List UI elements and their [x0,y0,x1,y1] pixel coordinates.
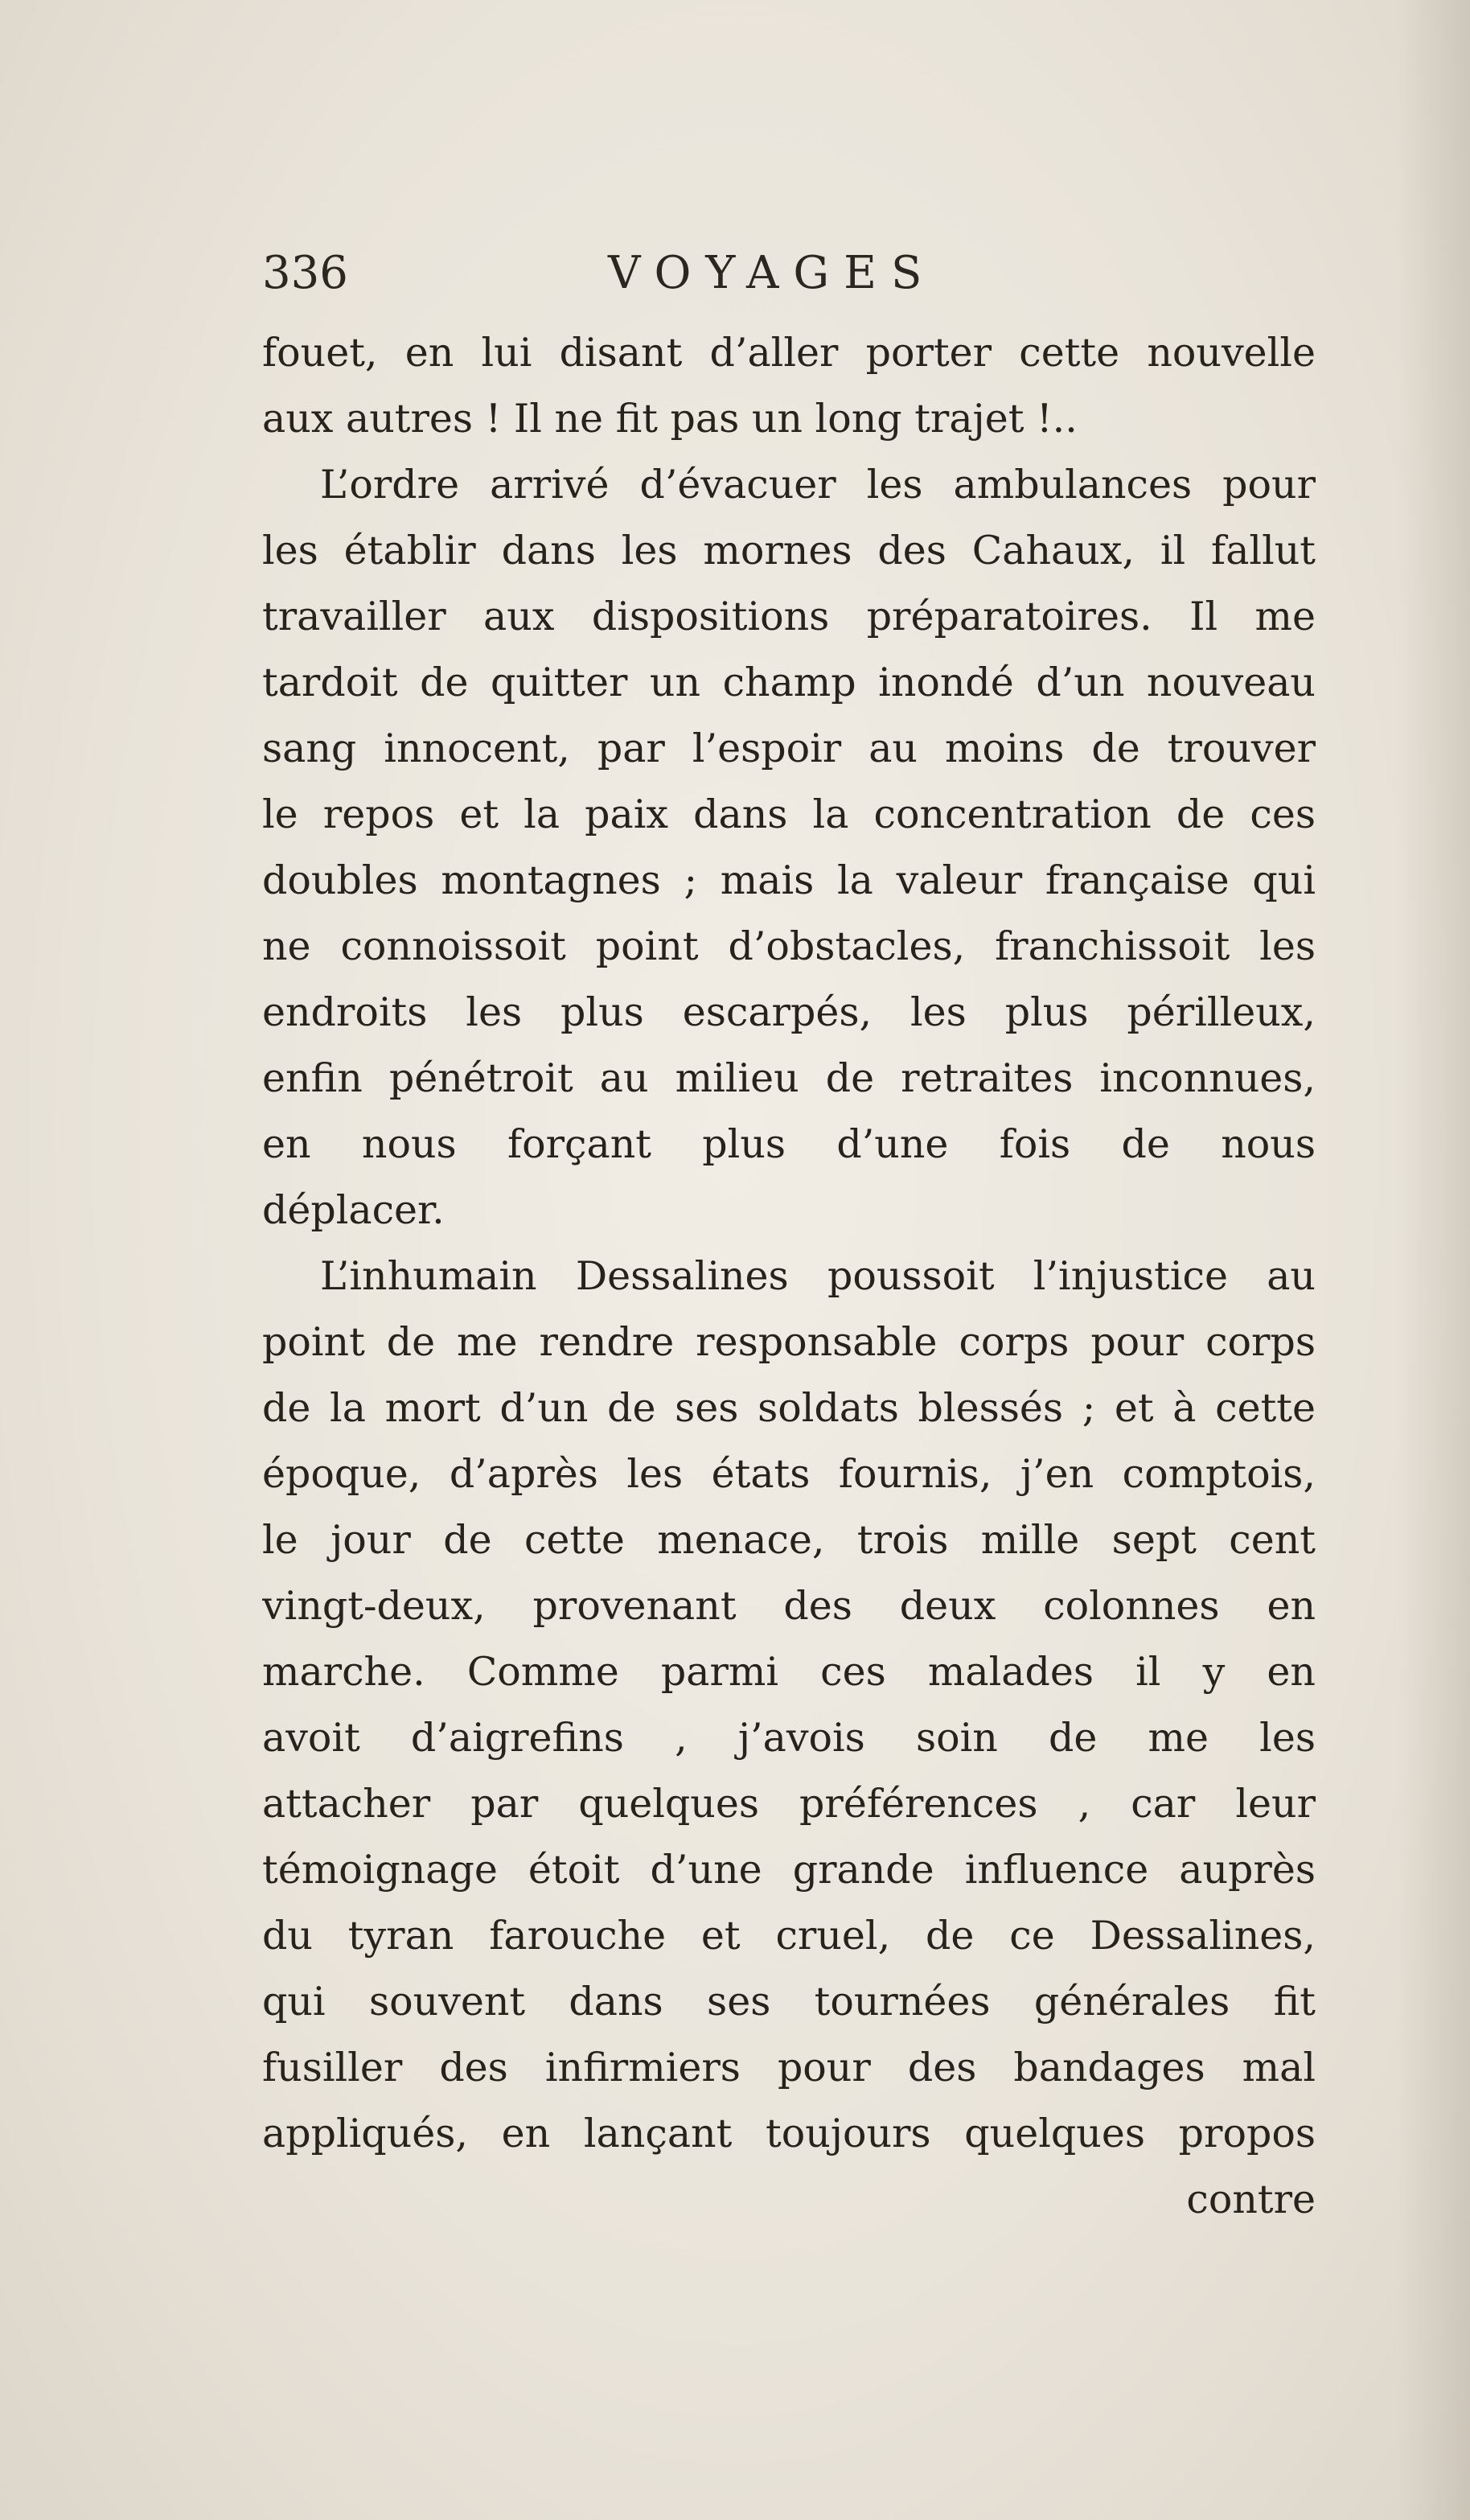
text-line: avoit d’aigrefins , j’avois soin de me les [262,1715,1316,1761]
text-line: travailler aux dispositions préparatoires. Il me [262,594,1316,639]
text-line: L’ordre arrivé d’évacuer les ambulances pour [320,462,1316,508]
text-line: témoignage étoit d’une grande influence auprès [262,1847,1316,1893]
text-line: tardoit de quitter un champ inondé d’un nouveau [262,660,1316,705]
running-title: VOYAGES [608,247,937,299]
text-line: attacher par quelques préférences , car leur [262,1781,1316,1827]
text-line: sang innocent, par l’espoir au moins de trouver [262,726,1316,771]
text-line: en nous forçant plus d’une fois de nous [262,1121,1316,1167]
text-line: déplacer. [262,1187,445,1233]
text-line: vingt-deux, provenant des deux colonnes en [262,1583,1316,1629]
text-line: appliqués, en lançant toujours quelques propos [262,2111,1316,2156]
page-number: 336 [262,247,348,299]
text-line: fouet, en lui disant d’aller porter cette nouvelle [262,330,1316,376]
catchword: contre [1186,2177,1316,2222]
text-line: du tyran farouche et cruel, de ce Dessalines, [262,1913,1316,1959]
text-line: fusiller des infirmiers pour des bandages mal [262,2045,1316,2090]
text-line: époque, d’après les états fournis, j’en comptois, [262,1451,1316,1497]
text-line: de la mort d’un de ses soldats blessés ; et à cette [262,1385,1316,1431]
text-line: le jour de cette menace, trois mille sept cent [262,1517,1316,1563]
body-text [262,320,1316,2233]
page-edge-shadow [1398,0,1470,2520]
text-line: enfin pénétroit au milieu de retraites inconnues, [262,1055,1316,1101]
text-line: qui souvent dans ses tournées générales fit [262,1979,1316,2025]
text-line: endroits les plus escarpés, les plus périlleux, [262,989,1316,1035]
text-line: L’inhumain Dessalines poussoit l’injustice au [320,1253,1316,1299]
text-line: le repos et la paix dans la concentration de ces [262,791,1316,837]
text-line: aux autres ! Il ne fit pas un long trajet !.. [262,396,1078,442]
text-line: ne connoissoit point d’obstacles, franchissoit les [262,923,1316,969]
page-header [262,241,1316,306]
text-line: marche. Comme parmi ces malades il y en [262,1649,1316,1695]
text-line: doubles montagnes ; mais la valeur française qui [262,857,1316,903]
text-line: point de me rendre responsable corps pour corps [262,1319,1316,1365]
text-line: les établir dans les mornes des Cahaux, il fallut [262,528,1316,573]
